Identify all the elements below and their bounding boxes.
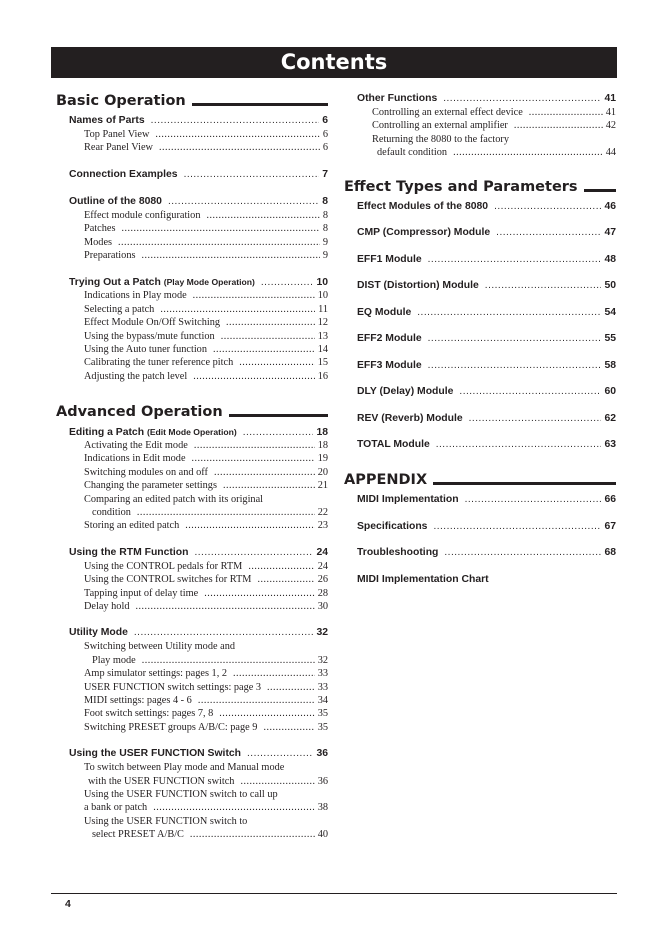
toc-heading[interactable]: Connection Examples ..... 7 [69, 168, 328, 182]
toc-item[interactable]: Controlling an external effect device ..... 41 [372, 106, 616, 119]
toc-item-line[interactable]: Switching between Utility mode and [84, 641, 235, 653]
toc-heading[interactable]: Trying Out a Patch (Play Mode Operation) ..... 10 [69, 275, 328, 289]
toc-heading[interactable]: EFF2 Module ..... 55 [357, 332, 616, 346]
toc-heading[interactable]: DIST (Distortion) Module ..... 50 [357, 279, 616, 293]
toc-item[interactable]: Effect module configuration ..... 8 [84, 209, 328, 222]
section-title: Advanced Operation [56, 404, 229, 420]
toc-item[interactable]: Controlling an external amplifier ..... 42 [372, 119, 616, 132]
toc-item[interactable]: default condition ..... 44 [377, 146, 616, 159]
toc-item[interactable]: Top Panel View ..... 6 [84, 128, 328, 141]
toc-item-line[interactable]: Returning the 8080 to the factory [372, 133, 509, 145]
toc-item[interactable]: Activating the Edit mode ..... 18 [84, 439, 328, 452]
toc-heading[interactable]: Using the RTM Function ..... 24 [69, 546, 328, 560]
toc-heading[interactable]: REV (Reverb) Module ..... 62 [357, 412, 616, 426]
toc-heading[interactable]: EFF1 Module ..... 48 [357, 253, 616, 267]
toc-heading[interactable]: Outline of the 8080 ..... 8 [69, 195, 328, 209]
toc-item[interactable]: condition ..... 22 [92, 506, 328, 519]
toc-item[interactable]: Rear Panel View ..... 6 [84, 141, 328, 154]
toc-item[interactable]: Changing the parameter settings ..... 21 [84, 479, 328, 492]
toc-heading[interactable]: EFF3 Module ..... 58 [357, 359, 616, 373]
toc-item[interactable]: Calibrating the tuner reference pitch ..... 15 [84, 356, 328, 369]
toc-item[interactable]: Using the bypass/mute function ..... 13 [84, 330, 328, 343]
toc-item[interactable]: Indications in Edit mode ..... 19 [84, 452, 328, 465]
toc-item[interactable]: Delay hold ..... 30 [84, 600, 328, 613]
toc-heading[interactable]: MIDI Implementation ..... 66 [357, 493, 616, 507]
section-title: APPENDIX [344, 472, 433, 488]
toc-item[interactable]: Adjusting the patch level ..... 16 [84, 370, 328, 383]
footer-rule [51, 893, 617, 894]
toc-item[interactable]: Play mode ..... 32 [92, 654, 328, 667]
toc-heading[interactable]: Specifications ..... 67 [357, 520, 616, 534]
toc-item-line[interactable]: To switch between Play mode and Manual mode [84, 762, 285, 774]
toc-item[interactable]: Selecting a patch ..... 11 [84, 303, 328, 316]
toc-item[interactable]: Switching PRESET groups A/B/C: page 9 ..... 35 [84, 721, 328, 734]
toc-item-line[interactable]: Comparing an edited patch with its original [84, 493, 264, 505]
section-effect-types [344, 178, 616, 200]
toc-heading[interactable]: Other Functions ..... 41 [357, 92, 616, 106]
toc-heading[interactable]: Troubleshooting ..... 68 [357, 546, 616, 560]
toc-item[interactable]: Foot switch settings: pages 7, 8 ..... 35 [84, 707, 328, 720]
toc-item[interactable]: MIDI settings: pages 4 - 6 ..... 34 [84, 694, 328, 707]
toc-item[interactable]: Using the Auto tuner function ..... 14 [84, 343, 328, 356]
section-basic-operation [56, 92, 328, 114]
toc-heading[interactable]: EQ Module ..... 54 [357, 306, 616, 320]
toc-item-line[interactable]: Using the USER FUNCTION switch to [84, 815, 248, 827]
toc-item[interactable]: Using the CONTROL switches for RTM ..... 26 [84, 573, 328, 586]
toc-item[interactable]: Amp simulator settings: pages 1, 2 ..... 33 [84, 667, 328, 680]
section-title: Basic Operation [56, 93, 192, 109]
toc-heading[interactable]: DLY (Delay) Module ..... 60 [357, 385, 616, 399]
section-appendix [344, 471, 616, 493]
toc-item[interactable]: Patches ..... 8 [84, 222, 328, 235]
toc-heading[interactable]: Utility Mode ..... 32 [69, 626, 328, 640]
toc-left-column [56, 92, 328, 841]
page-title: Contents [51, 47, 617, 78]
toc-item[interactable]: Switching modules on and off ..... 20 [84, 466, 328, 479]
toc-heading[interactable]: Using the USER FUNCTION Switch ..... 36 [69, 747, 328, 761]
toc-item[interactable]: Preparations ..... 9 [84, 249, 328, 262]
toc-heading[interactable]: Effect Modules of the 8080 ..... 46 [357, 200, 616, 214]
toc-heading-midi-chart[interactable]: MIDI Implementation Chart [357, 573, 489, 585]
toc-heading[interactable]: Names of Parts ..... 6 [69, 114, 328, 128]
toc-item[interactable]: Modes ..... 9 [84, 236, 328, 249]
section-title: Effect Types and Parameters [344, 179, 584, 195]
toc-heading[interactable]: TOTAL Module ..... 63 [357, 438, 616, 452]
toc-item[interactable]: select PRESET A/B/C ..... 40 [92, 828, 328, 841]
toc-item[interactable]: USER FUNCTION switch settings: page 3 ..... 33 [84, 681, 328, 694]
toc-item[interactable]: Storing an edited patch ..... 23 [84, 519, 328, 532]
toc-heading[interactable]: CMP (Compressor) Module ..... 47 [357, 226, 616, 240]
section-advanced-operation [56, 403, 328, 425]
toc-heading[interactable]: Editing a Patch (Edit Mode Operation) ..... 18 [69, 425, 328, 439]
toc-item[interactable]: Indications in Play mode ..... 10 [84, 289, 328, 302]
page-number: 4 [65, 898, 71, 910]
toc-item[interactable]: Using the CONTROL pedals for RTM ..... 24 [84, 560, 328, 573]
toc-item[interactable]: a bank or patch ..... 38 [84, 801, 328, 814]
toc-right-column [344, 92, 616, 587]
toc-item-line[interactable]: Using the USER FUNCTION switch to call up [84, 788, 278, 800]
toc-item[interactable]: Effect Module On/Off Switching ..... 12 [84, 316, 328, 329]
toc-item[interactable]: Tapping input of delay time ..... 28 [84, 587, 328, 600]
toc-item[interactable]: with the USER FUNCTION switch ..... 36 [88, 775, 328, 788]
